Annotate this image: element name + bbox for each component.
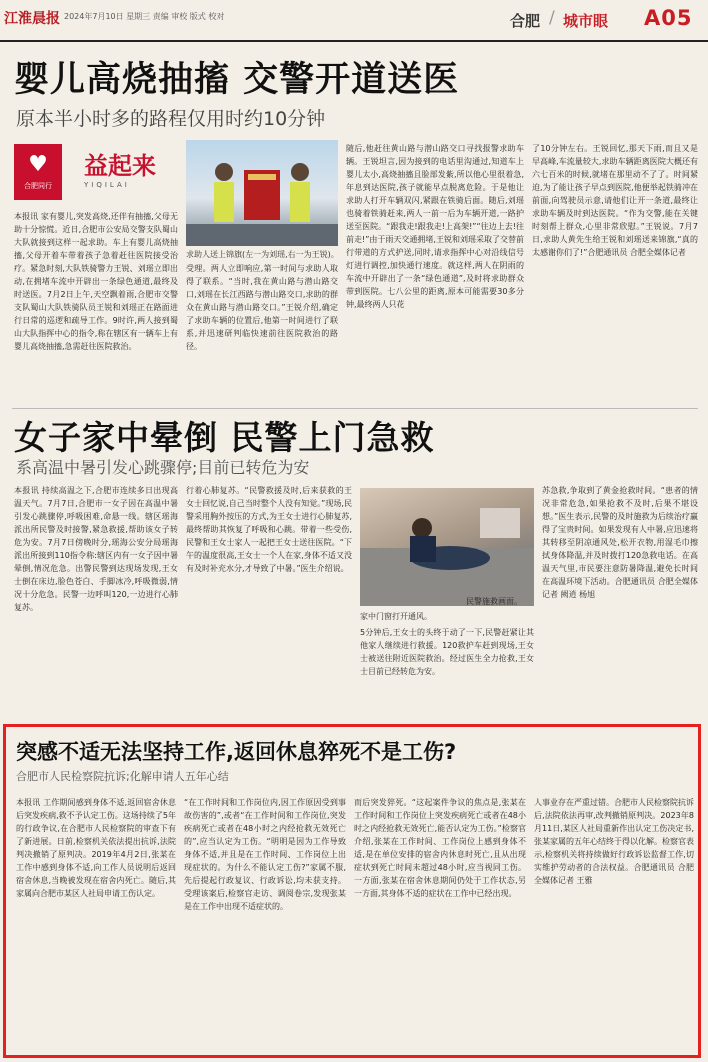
section-divider: / <box>549 8 555 28</box>
story3-col1: 本报讯 工作期间感到身体不适,返回宿舍休息后突发疾病,救不予认定工伤。这场持续了5年的行政争议,在合肥市人民检察院的审查下有了新进展。日前,检察机关依法提出抗诉,法院判决撤销了原判决。2019年4月2日,张某在工作中感到身体不适,向工作人员说明后返回宿舍休息,当晚被发现在宿舍内死亡。随后,其家属向合肥市某区人社局申请工伤认定。 <box>16 798 176 898</box>
page-number: A05 <box>644 6 693 30</box>
story2-photo-caption: 民警施救画面。 <box>466 597 522 606</box>
story2-photo <box>360 488 534 606</box>
story2-col2: 行着心肺复苏。“民警救援及时,后来获救的王女士回忆说,自己当时整个人没有知觉。”现场,民警采用胸外按压的方式,为王女士进行心肺复苏,最终帮助其恢复了呼吸和心跳。带着一些受伤,民警和王女士家人一起把王女士送往医院。“下午的温度很高,王女士一个人在家,身体不适又没有及时补充水分,才导致了中暑。”医生介绍说。 <box>186 486 352 573</box>
story2-col3: 5分钟后,王女士的头终于动了一下,民警赶紧让其他家人继续进行救援。120救护车赶到现场,王女士被送往附近医院救治。经过医生全力抢救,王女士目前已经转危为安。 <box>360 628 534 676</box>
story1-col1: 本报讯 家有婴儿,突发高烧,还伴有抽搐,父母无助十分惊慌。近日,合肥市公安局交警支队蜀山大队就接到这样一起求助。车上有婴儿高烧抽搐,父母开着车带着孩子急着赶往医院接受治疗。紧急时刻,大队铁骑警力王锐、刘瑶立即出动,在拥堵车流中开辟出一条绿色通道,最终及时送医。7月2日上午,天空飘着雨,合肥市交警支队蜀山大队铁骑队员王锐和刘瑶正在路面进行日常的巡逻和疏导工作。9时许,两人接到蜀山大队指挥中心的指令,称在辖区有一辆车上有婴儿高烧抽搐,急需赶往医院救治。 <box>14 212 178 351</box>
story3-col4: 人事业存在严重过错。合肥市人民检察院抗诉后,法院依法再审,改判撤销原判决。2023年8月11日,某区人社局重新作出认定工伤决定书,张某家属的五年心结终于得以化解。检察官表示,检察机关将持续做好行政诉讼监督工作,切实维护劳动者的合法权益。合肥通讯员 合肥全媒体记者 王雅 <box>534 798 694 885</box>
story2-col1: 本报讯 持续高温之下,合肥市连续多日出现高温天气。7月7日,合肥市一女子因在高温中暑引发心跳骤停,呼吸困难,命悬一线。辖区瑶海派出所民警及时接警,紧急救援,帮助该女子转危为安。7月7日傍晚时分,瑶海公安分局瑶海派出所接到110指令称:辖区内有一女子因中暑晕倒,情况危急。出警民警到达现场发现,王女士倒在床边,脸色苍白、手脚冰冷,呼吸微弱,情况十分危急。民警一边呼叫120,一边进行心肺复苏。 <box>14 486 178 612</box>
story1-col4: 了10分钟左右。王锐回忆,那天下雨,而且又是早高峰,车流量较大,求助车辆距离医院大概还有六七百米的时候,就堵在那里动不了了。时间紧迫,为了能让孩子早点到医院,他便举起铁骑冲在前面,向驾驶员示意,请他们让开一条道,最终让求助车辆及时到达医院。“作为交警,能在关键时刻帮上群众,心里非常欣慰。”王锐说。7月7日,求助人黄先生给王锐和刘瑶送来锦旗,“真的太感谢你们了!”合肥通讯员 合肥全媒体记者 <box>532 144 698 257</box>
newspaper-brand: 江淮晨报 <box>4 11 60 27</box>
story3-subhead: 合肥市人民检察院抗诉;化解申请人五年心结 <box>16 770 229 783</box>
story1-col3: 随后,他赶往黄山路与潜山路交口寻找报警求助车辆。王锐坦言,因为接到的电话里沟通过,知道车上婴儿太小,高烧抽搐且脸部发紫,所以他心里很着急,年息到达医院,孩子就能早点脱离危险。于是他让求助人打开车辆双闪,紧跟在铁骑后面。随后,刘瑶也骑着铁骑赶来,两人一前一后为车辆开道,一路护送至医院。“跟我走!跟我走!上高架!”“往边上去!往前走!”由于雨天交通拥堵,王锐和刘瑶采取了交替前行带道的方式护送,同时,请求指挥中心对沿线信号灯进行调控,加快通行速度。就这样,两人在阴雨的车流中开辟出了一条“绿色通道”,及时将求助群众带到医院。七八公里的距离,原本可能需要30多分钟,最终两人只花 <box>346 144 524 309</box>
hefei-tongxing-logo: ♥ 合肥同行 <box>14 144 62 200</box>
rescue-scene-photo <box>360 488 534 606</box>
story1-headline: 婴儿高烧抽搐 交警开道送医 <box>14 60 460 100</box>
logo-right-sub: YIQILAI <box>84 181 130 189</box>
story1-col2: 受理。两人立即响应,第一时间与求助人取得了联系。“当时,我在黄山路与潜山路交口,刘瑶在长江西路与潜山路交口,求助的群众在黄山路与潜山路交口。”王锐介绍,确定了求助车辆的位置后,他第一时间进行了联系,并迅速研判临快速前往医院救治的路径。 <box>186 264 338 351</box>
story1-photo-caption: 求助人送上锦旗(左一为刘瑶,右一为王锐)。 <box>186 250 339 259</box>
masthead <box>0 0 708 42</box>
story2-subhead: 系高温中暑引发心跳骤停;目前已转危为安 <box>16 458 310 477</box>
logo-right-text: 益起来 <box>84 152 156 180</box>
story2-col3-top: 家中门窗打开通风。 <box>360 612 432 621</box>
officers-banner-photo <box>186 140 338 246</box>
story3-col3: 而后突发猝死。“这起案件争议的焦点是,张某在工作时间和工作岗位上突发疾病死亡或者在48小时之内经抢救无效死亡,能否认定为工伤。”检察官介绍,张某在工作时间、工作岗位上感到身体不适,是在单位安排的宿舍内休息时死亡,且从出现症状到死亡时间未超过48小时,应当视同工伤。一方面,张某在宿舍休息期间仍处于工作状态,另一方面,其身体不适的症状在工作中已经出现。 <box>354 798 526 898</box>
section-city: 合肥 <box>510 12 541 30</box>
section-divider-line <box>12 408 698 409</box>
story2-headline: 女子家中晕倒 民警上门急救 <box>14 418 435 457</box>
story3-col2: “在工作时间和工作岗位内,因工作原因受到事故伤害的”,或者“在工作时间和工作岗位,突发疾病死亡或者在48小时之内经抢救无效死亡的”,应当认定为工伤。“明明是因为工作导致身体不适,并且是在工作时间、工作岗位上出现症状的。为什么不能认定工伤?”家属不服,先后提起行政复议、行政诉讼,均未获支持。受理该案后,检察官走访、调阅卷宗,发现张某是在工作中出现不适症状的。 <box>184 798 346 911</box>
yiqilai-logo <box>84 146 182 196</box>
story2-col4: 苏急救,争取到了黄金抢救时间。“患者的情况非常危急,如果抢救不及时,后果不堪设想。”医生表示,民警的及时施救为后续治疗赢得了宝贵时间。如果发现有人中暑,应迅速将其转移至阴凉通风处,松开衣物,用湿毛巾擦拭身体降温,并及时拨打120急救电话。在高温天气里,市民要注意防暑降温,避免长时间在高温环境下活动。合肥通讯员 合肥全媒体记者 阙逍 杨旭 <box>542 486 698 599</box>
section-column: 城市眼 <box>563 12 609 30</box>
story1-subhead: 原本半小时多的路程仅用时约10分钟 <box>16 108 326 130</box>
story1-photo <box>186 140 338 246</box>
story3-headline: 突感不适无法坚持工作,返回休息猝死不是工伤? <box>16 740 457 764</box>
issue-date: 2024年7月10日 星期三 责编 审校 版式 校对 <box>64 12 225 21</box>
logo-left-text: 合肥同行 <box>24 182 52 190</box>
